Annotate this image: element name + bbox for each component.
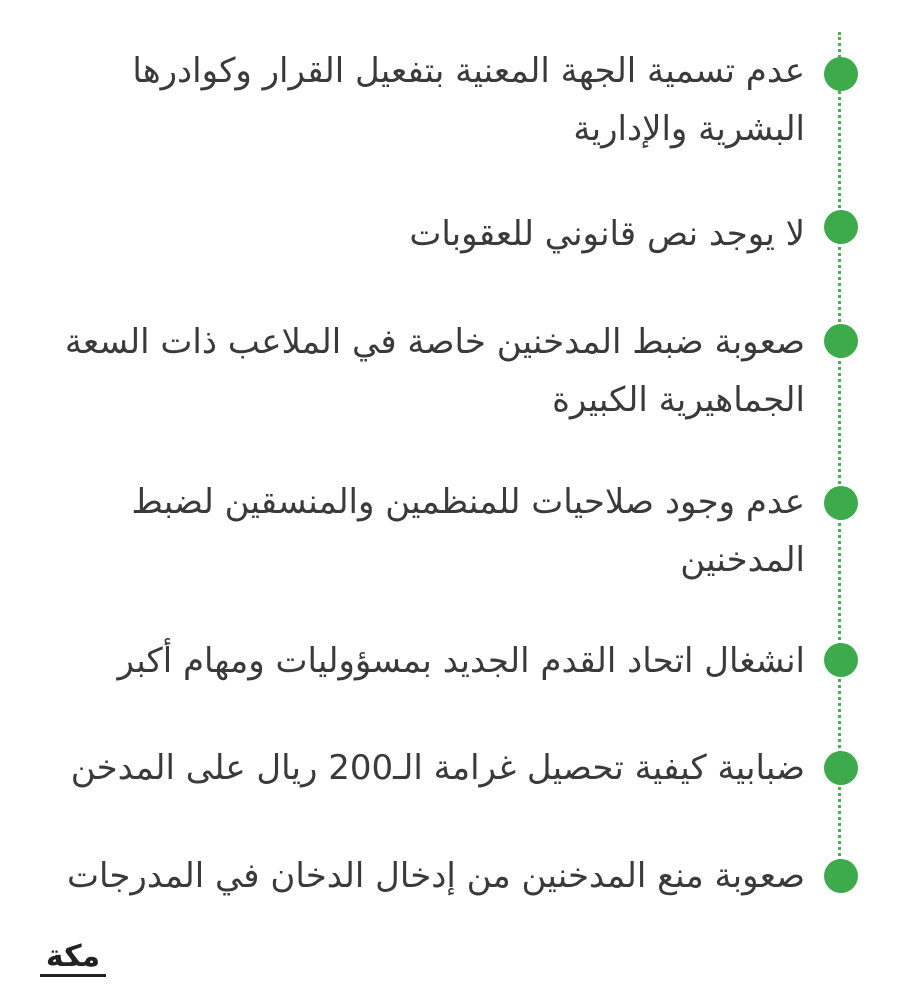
bullet-dot-icon xyxy=(824,324,858,358)
list-item-text: عدم تسمية الجهة المعنية بتفعيل القرار وكوادرها البشرية والإدارية xyxy=(132,51,805,149)
bullet-dot-icon xyxy=(824,859,858,893)
bullet-dot-icon xyxy=(824,210,858,244)
makkah-logo xyxy=(36,940,110,982)
list-item-text: عدم وجود صلاحيات للمنظمين والمنسقين لضبط المدخنين xyxy=(131,482,805,580)
list-item-text: صعوبة ضبط المدخنين خاصة في الملاعب ذات السعة الجماهيرية الكبيرة xyxy=(64,322,805,420)
list-item-text: ضبابية كيفية تحصيل غرامة الـ200 ريال على المدخن xyxy=(70,748,805,788)
bullet-dot-icon xyxy=(824,57,858,91)
bullet-dot-icon xyxy=(824,643,858,677)
logo-underline xyxy=(40,974,106,977)
list-item-text: انشغال اتحاد القدم الجديد بمسؤوليات ومهام أكبر xyxy=(117,641,805,681)
bullet-dot-icon xyxy=(824,751,858,785)
list-item-text: صعوبة منع المدخنين من إدخال الدخان في المدرجات xyxy=(67,856,805,896)
bullet-dot-icon xyxy=(824,486,858,520)
list-item-text: لا يوجد نص قانوني للعقوبات xyxy=(409,214,805,254)
logo-text: مكة xyxy=(45,939,101,974)
